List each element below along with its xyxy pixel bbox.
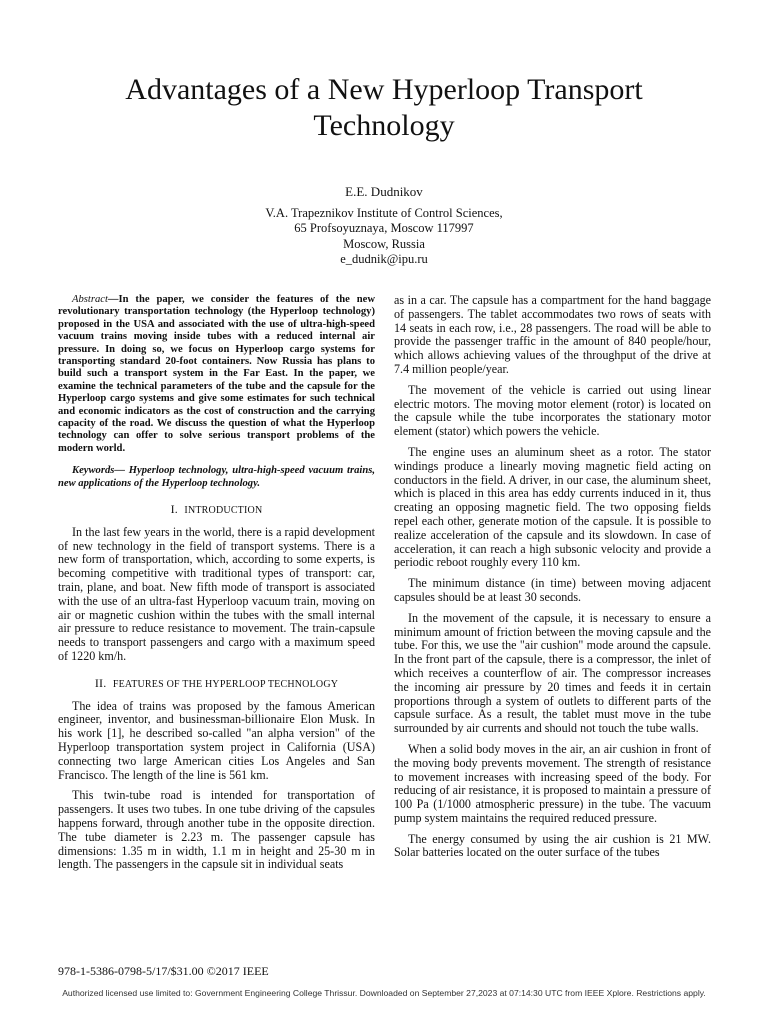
- section-number: I.: [170, 502, 179, 517]
- section-title: INTRODUCTION: [184, 505, 263, 517]
- left-column: [58, 294, 375, 879]
- paragraph: In the movement of the capsule, it is necessary to ensure a minimum amount of friction between the moving capsule and the tube. For this, we use the "air cushion" mode around the capsule. In the front part of the capsule, there is a compressor, the inlet of which receives a counterflow of air. The compressor increases the incoming air pressure by 20 times and feeds it in certain proportions through a system of outlets to different parts of the capsule surface. As a result, the tablet must move in the tube surrounded by air currents and should not touch the tube walls.: [394, 610, 711, 736]
- keywords-text: Hyperloop technology, ultra-high-speed vacuum trains, new applications of the Hyperloop technology.: [58, 465, 375, 489]
- author-affiliation: V.A. Trapeznikov Institute of Control Sciences,: [265, 205, 503, 220]
- abstract: [58, 294, 375, 455]
- section-number: II.: [94, 675, 107, 690]
- abstract-lead: Abstract: [72, 294, 108, 305]
- paragraph: as in a car. The capsule has a compartment for the hand baggage of passengers. The tablet accommodates two rows of seats with 14 seats in each row, i.e., 28 passengers. The road will be able to provide the passenger traffic in the amount of 840 people/hour, which allows achieving values of the throughput of the drive at 7.4 million people/year.: [394, 293, 711, 376]
- paragraph: The movement of the vehicle is carried out using linear electric motors. The moving motor element (rotor) is located on the capsule while the tube incorporates the stationary motor element (stator) which powers the vehicle.: [394, 382, 711, 439]
- section-title: FEATURES OF THE HYPERLOOP TECHNOLOGY: [112, 678, 339, 690]
- right-column: [394, 294, 711, 867]
- paragraph: The energy consumed by using the air cushion is 21 MW. Solar batteries located on the outer surface of the tubes: [394, 831, 711, 860]
- paper-title: Advantages of a New Hyperloop Transport Technology: [125, 73, 643, 142]
- author-block: [184, 184, 584, 268]
- section-heading-features: [58, 677, 375, 692]
- paragraph: The idea of trains was proposed by the famous American engineer, inventor, and businessman-billionaire Elon Musk. In his work [1], he described so-called "an alpha version" of the Hyperloop transportation system project in California (USA) connecting two large American cities Los Angeles and San Francisco. The length of the line is 561 km.: [58, 698, 375, 782]
- isbn-copyright: 978-1-5386-0798-5/17/$31.00 ©2017 IEEE: [58, 964, 269, 978]
- author-name: E.E. Dudnikov: [345, 184, 423, 199]
- author-email[interactable]: e_dudnik@ipu.ru: [340, 252, 428, 266]
- paragraph: In the last few years in the world, there is a rapid development of new technology in the field of transport systems. There is a new form of transportation, which, according to some experts, is becoming competitive with traditional types of transport: car, train, plane, and boat. New fifth mode of transport is associated with the use of an ultra-fast Hyperloop vacuum train, moving on air or magnetic cushion within the tubes with the small internal air pressure to reduce resistance to movement. The train-capsule needs to transport passengers and cargo with a maximum speed of 1220 km/h.: [58, 524, 375, 664]
- author-address: 65 Profsoyuznaya, Moscow 117997: [294, 221, 474, 235]
- keywords: [58, 465, 375, 490]
- paragraph: The engine uses an aluminum sheet as a rotor. The stator windings produce a linearly moving magnetic field acting on conductors in the field. A driver, in our case, the aluminum sheet, which is placed in this area has eddy currents induced in it, thus creating an opposing magnetic field. The two opposing fields repel each other, generate motion of the capsule. It is possible to realize acceleration of the capsule and its slowdown. In case of acceleration, it can reach a high subsonic velocity and provide a periodic reboot roughly every 110 km.: [394, 444, 711, 570]
- license-notice: Authorized licensed use limited to: Government Engineering College Thrissur. Downloaded on September 27,2023 at 07:14:30 UTC from IEEE Xplore. Restrictions apply.: [62, 988, 706, 998]
- section-heading-introduction: [58, 503, 375, 518]
- abstract-text: —In the paper, we consider the features of the new revolutionary transportation technology (the Hyperloop technology) proposed in the USA and associated with the use of ultra-high-speed vacuum trains moving inside tubes with a reduced internal air pressure. In doing so, we focus on Hyperloop cargo systems for transporting standard 20-foot containers. Now Russia has plans to build such a transport system in the Far East. In the paper, we examine the technical parameters of the tube and the capsule for the Hyperloop cargo systems and give some estimates for such technical and economic indicators as the cost of construction and the carrying capacity of the road. We discuss the question of what the Hyperloop technology can offer to solve serious transport problems of the modern world.: [58, 294, 375, 454]
- paragraph: The minimum distance (in time) between moving adjacent capsules should be at least 30 seconds.: [394, 576, 711, 604]
- paragraph: This twin-tube road is intended for transportation of passengers. It uses two tubes. In one tube driving of the capsules happens forward, through another tube in the opposite direction. The tube diameter is 2.23 m. The passenger capsule has dimensions: 1.35 m in width, 1.1 m in height and 25-30 m in length. The passengers in the capsule sit in individual seats: [58, 788, 375, 872]
- author-city: Moscow, Russia: [343, 236, 425, 251]
- paragraph: When a solid body moves in the air, an air cushion in front of the moving body prevents movement. The strength of resistance to movement increases with increasing speed of the body. For reducing of air resistance, it is proposed to maintain a pressure of 100 Pa (1/1000 atmospheric pressure) in the tube. The vacuum pump system maintains the required reduced pressure.: [394, 741, 711, 825]
- keywords-lead: Keywords—: [72, 465, 125, 477]
